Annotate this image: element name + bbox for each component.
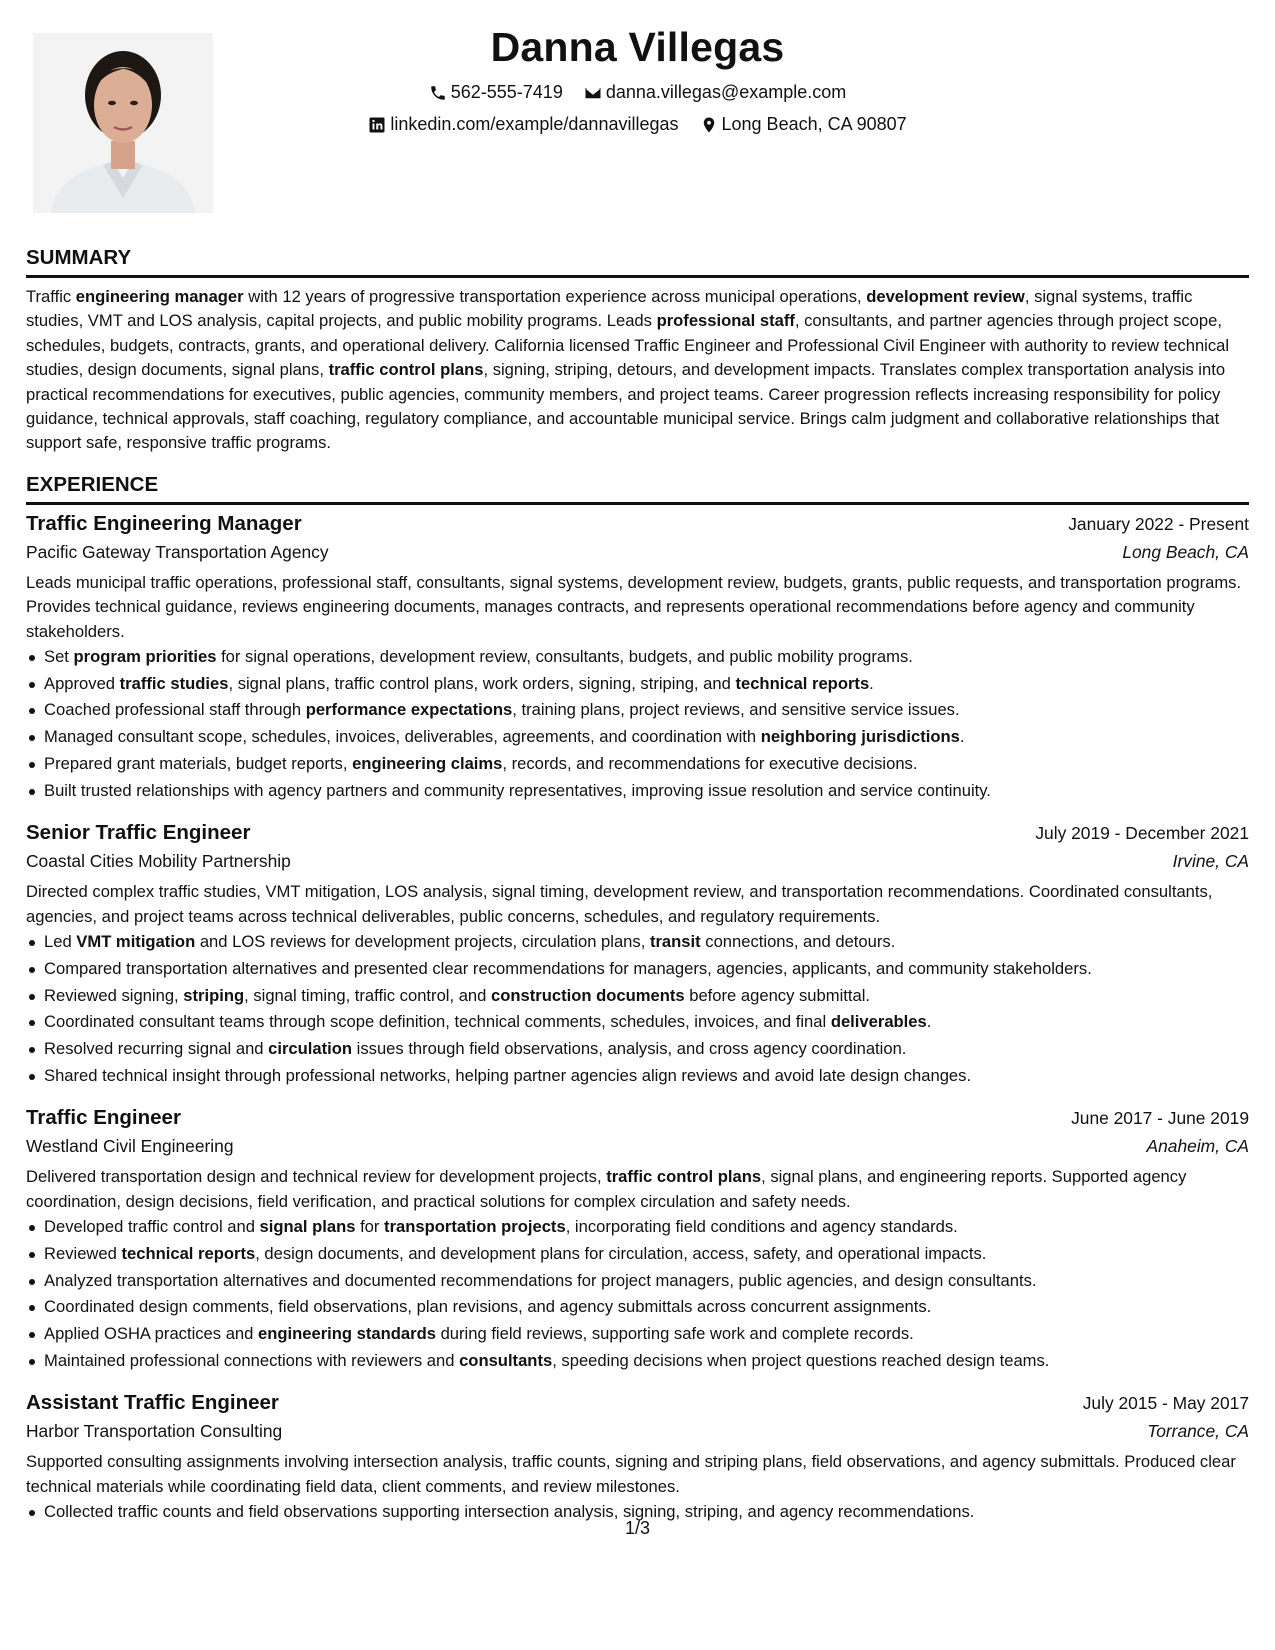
job-entry <box>26 1391 1249 1526</box>
linkedin-text: linkedin.com/example/dannavillegas <box>390 114 679 134</box>
bold-text: technical reports <box>735 673 870 693</box>
text-run: connections, and detours. <box>700 932 896 952</box>
text-run: Delivered transportation design and technical review for development projects, <box>26 1167 607 1187</box>
text-run: . <box>959 727 965 747</box>
job-location: Long Beach, CA <box>1122 541 1249 562</box>
text-run: Reviewed signing, <box>44 985 184 1005</box>
text-run: , consultants, and partner agencies through project scope, schedules, budgets, contracts, grants, and operational delivery. California licensed Traffic Engineer and Professional Civil Engineer with authority to review technical studies, design documents, signal plans, <box>26 311 1230 380</box>
text-run: Set <box>44 647 74 667</box>
bold-text: striping <box>183 985 245 1005</box>
text-run: Compared transportation alternatives and presented clear recommendations for managers, agencies, applicants, and community stakeholders. <box>44 958 1092 978</box>
phone-icon <box>429 84 447 102</box>
bullet-item <box>26 778 1249 805</box>
job-title: Traffic Engineer <box>26 1106 181 1130</box>
job-entry <box>26 512 1249 804</box>
map-pin-icon <box>700 116 718 134</box>
bold-text: performance expectations <box>305 700 513 720</box>
job-company: Harbor Transportation Consulting <box>26 1421 283 1442</box>
bold-text: neighboring jurisdictions <box>760 727 960 747</box>
job-company-row <box>26 1136 1249 1157</box>
job-description: Directed complex traffic studies, VMT mitigation, LOS analysis, signal timing, development review, and transportation recommendations. Coordinated consultants, agencies, and project teams across technical deliverables, public concerns, schedules, and regulatory requirements. <box>26 882 1213 926</box>
bold-text: development review <box>866 287 1025 306</box>
job-title-row <box>26 821 1249 845</box>
job-dates: January 2022 - Present <box>1068 513 1249 534</box>
text-run: for signal operations, development review, consultants, budgets, and public mobility programs. <box>216 647 913 667</box>
phone-contact[interactable] <box>429 82 563 103</box>
bold-text: transit <box>649 932 701 952</box>
email-contact[interactable] <box>584 82 846 103</box>
text-run: for <box>355 1217 385 1237</box>
job-company-row <box>26 1421 1249 1442</box>
text-run: , speeding decisions when project questions reached design teams. <box>552 1350 1050 1370</box>
text-run: Coordinated design comments, field observations, plan revisions, and agency submittals across concurrent assignments. <box>44 1297 932 1317</box>
summary-heading: SUMMARY <box>26 246 1249 278</box>
text-run: Managed consultant scope, schedules, invoices, deliverables, agreements, and coordination with <box>44 727 761 747</box>
job-dates: July 2019 - December 2021 <box>1035 823 1249 844</box>
text-run: , signal plans, traffic control plans, work orders, signing, striping, and <box>228 673 736 693</box>
bold-text: traffic studies <box>119 673 229 693</box>
bold-text: engineering manager <box>75 287 244 306</box>
bold-text: professional staff <box>656 311 795 331</box>
job-bullets <box>26 929 1249 1089</box>
bullet-item <box>26 1214 1249 1241</box>
candidate-name: Danna Villegas <box>490 24 785 70</box>
text-run: , signal timing, traffic control, and <box>244 985 491 1005</box>
text-run: Analyzed transportation alternatives and documented recommendations for project managers, public agencies, and design consultants. <box>44 1270 1037 1290</box>
bullet-item <box>26 1321 1249 1348</box>
bullet-item <box>26 1009 1249 1036</box>
text-run: , signal plans, and engineering reports. Supported agency coordination, design decisions, field verification, and practical solutions for complex circulation and safety needs. <box>26 1167 1187 1211</box>
contact-row-2 <box>0 114 1275 139</box>
bold-text: program priorities <box>73 647 217 667</box>
bullet-item <box>26 929 1249 956</box>
job-list <box>26 512 1249 1526</box>
email-text: danna.villegas@example.com <box>605 82 847 102</box>
text-run: with 12 years of progressive transportation experience across municipal operations, <box>243 287 867 306</box>
bold-text: transportation projects <box>384 1217 566 1237</box>
resume-content <box>26 246 1249 1526</box>
text-run: , incorporating field conditions and agency standards. <box>565 1217 958 1237</box>
job-location: Torrance, CA <box>1147 1421 1249 1442</box>
text-run: Led <box>44 932 77 952</box>
job-description: Leads municipal traffic operations, professional staff, consultants, signal systems, development review, budgets, grants, public requests, and transportation programs. Provides technical guidance, reviews engineering documents, manages contracts, and represents operational recommendations before agency and community stakeholders. <box>26 572 1242 641</box>
bullet-item <box>26 956 1249 983</box>
bullet-item <box>26 1268 1249 1295</box>
text-run: Coordinated consultant teams through scope definition, technical comments, schedules, invoices, and final <box>44 1012 831 1032</box>
location-contact <box>700 114 907 135</box>
text-run: , signing, striping, detours, and development impacts. Translates complex transportation analysis into practical recommendations for executives, public agencies, community members, and project teams. Career progression reflects increasing responsibility for policy guidance, technical approvals, staff coaching, regulatory compliance, and accountable municipal service. Brings calm judgment and collaborative relationships that support safe, responsive traffic programs. <box>26 360 1226 453</box>
text-run: Reviewed <box>44 1243 122 1263</box>
bold-text: traffic control plans <box>328 360 484 380</box>
job-title: Assistant Traffic Engineer <box>26 1391 279 1415</box>
text-run: , training plans, project reviews, and sensitive service issues. <box>512 700 960 720</box>
bullet-item <box>26 1294 1249 1321</box>
text-run: . <box>926 1012 932 1032</box>
summary-text <box>26 285 1249 456</box>
job-location: Anaheim, CA <box>1146 1136 1249 1157</box>
job-entry <box>26 821 1249 1089</box>
job-title: Traffic Engineering Manager <box>26 511 302 535</box>
linkedin-icon <box>368 116 386 134</box>
job-company: Pacific Gateway Transportation Agency <box>26 541 329 562</box>
bullet-item <box>26 1063 1249 1090</box>
bullet-item <box>26 644 1249 671</box>
text-run: Resolved recurring signal and <box>44 1038 269 1058</box>
text-run: Shared technical insight through professional networks, helping partner agencies align reviews and avoid late design changes. <box>44 1065 972 1085</box>
job-location: Irvine, CA <box>1172 851 1249 872</box>
text-run: Coached professional staff through <box>44 700 306 720</box>
experience-section <box>26 473 1249 1526</box>
bullet-item <box>26 671 1249 698</box>
text-run: issues through field observations, analysis, and cross agency coordination. <box>352 1038 907 1058</box>
job-description <box>26 1165 1249 1214</box>
bold-text: consultants <box>459 1350 553 1370</box>
bullet-item <box>26 751 1249 778</box>
text-run: , design documents, and development plans for circulation, access, safety, and operational impacts. <box>255 1243 987 1263</box>
bullet-item <box>26 1241 1249 1268</box>
job-dates: July 2015 - May 2017 <box>1082 1393 1249 1414</box>
bold-text: construction documents <box>491 985 685 1005</box>
job-title-row <box>26 512 1249 536</box>
text-run: before agency submittal. <box>684 985 871 1005</box>
text-run: . <box>869 673 874 693</box>
text-run: and LOS reviews for development projects, circulation plans, <box>195 932 650 952</box>
text-run: Built trusted relationships with agency partners and community representatives, improving issue resolution and service continuity. <box>44 780 991 800</box>
phone-text: 562-555-7419 <box>450 82 563 102</box>
text-run: , records, and recommendations for executive decisions. <box>502 753 918 773</box>
contact-row-1 <box>0 82 1275 107</box>
bold-text: VMT mitigation <box>76 932 196 952</box>
bullet-item <box>26 724 1249 751</box>
text-run: Prepared grant materials, budget reports, <box>44 753 353 773</box>
text-run: Developed traffic control and <box>44 1217 260 1237</box>
job-description: Supported consulting assignments involving intersection analysis, traffic counts, signing and striping plans, field observations, and agency submittals. Produced clear technical materials while coordinating field data, client comments, and review milestones. <box>26 1452 1236 1496</box>
text-run: during field reviews, supporting safe work and complete records. <box>435 1323 914 1343</box>
job-company: Coastal Cities Mobility Partnership <box>26 851 291 872</box>
linkedin-contact[interactable] <box>368 114 678 135</box>
job-company-row <box>26 851 1249 872</box>
location-text: Long Beach, CA 90807 <box>721 114 907 134</box>
job-company-row <box>26 542 1249 563</box>
bold-text: engineering claims <box>352 753 503 773</box>
job-title: Senior Traffic Engineer <box>26 821 251 845</box>
text-run: Collected traffic counts and field observations supporting intersection analysis, signing, striping, and agency recommendations. <box>44 1502 975 1522</box>
bullet-item <box>26 1036 1249 1063</box>
job-spacer <box>26 1089 1249 1099</box>
job-bullets <box>26 1214 1249 1374</box>
text-run: , signal systems, traffic studies, VMT and LOS analysis, capital projects, and public mobility programs. Leads <box>26 287 1193 331</box>
envelope-icon <box>584 84 602 102</box>
bold-text: engineering standards <box>258 1323 436 1343</box>
bullet-item <box>26 697 1249 724</box>
job-dates: June 2017 - June 2019 <box>1071 1108 1249 1129</box>
text-run: Approved <box>44 673 120 693</box>
job-spacer <box>26 1374 1249 1384</box>
bold-text: traffic control plans <box>606 1167 762 1187</box>
page-number: 1/3 <box>624 1518 651 1538</box>
text-run: Traffic <box>26 287 76 306</box>
bullet-item <box>26 1348 1249 1375</box>
text-run: Maintained professional connections with reviewers and <box>44 1350 460 1370</box>
text-run: Applied OSHA practices and <box>44 1323 258 1343</box>
bullet-item <box>26 983 1249 1010</box>
job-entry <box>26 1106 1249 1374</box>
job-spacer <box>26 804 1249 814</box>
job-title-row <box>26 1106 1249 1130</box>
experience-heading: EXPERIENCE <box>26 473 1249 505</box>
bold-text: circulation <box>268 1038 353 1058</box>
summary-section <box>26 246 1249 456</box>
job-title-row <box>26 1391 1249 1415</box>
bold-text: technical reports <box>121 1243 256 1263</box>
bold-text: deliverables <box>830 1012 927 1032</box>
bold-text: signal plans <box>259 1217 356 1237</box>
job-bullets <box>26 644 1249 804</box>
job-company: Westland Civil Engineering <box>26 1136 234 1157</box>
